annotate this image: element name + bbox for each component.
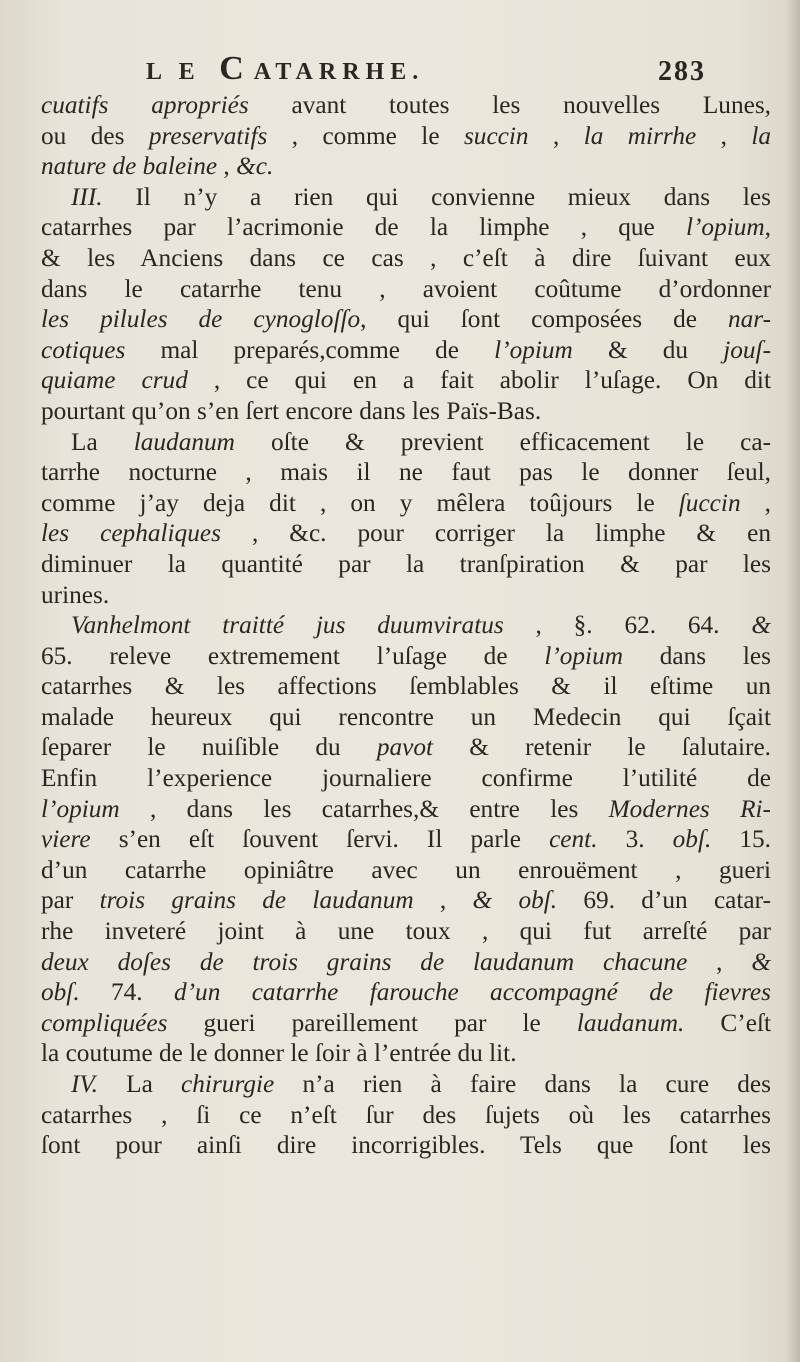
text-line: 65. releve extremement l’uſage de l’opium dans les — [41, 641, 771, 670]
text-line: tarrhe nocturne , mais il ne faut pas le donner ſeul, — [41, 458, 771, 487]
body-text — [41, 90, 771, 1161]
text-line: par trois grains de laudanum , & obſ. 69. d’un catar- — [41, 886, 771, 915]
running-title — [146, 50, 424, 88]
text-line: dans le catarrhe tenu , avoient coûtume d’ordonner — [41, 274, 771, 303]
text-line: ou des preservatifs , comme le succin , la mirrhe , la — [41, 121, 771, 150]
text-line: cuatifs apropriés avant toutes les nouvelles Lunes, — [41, 91, 771, 119]
text-line: deux doſes de trois grains de laudanum chacune , & — [41, 947, 771, 976]
text-line: cotiques mal preparés,comme de l’opium & du jouſ- — [41, 335, 771, 364]
text-line: nature de baleine , &c. — [41, 152, 274, 181]
text-line: ſeparer le nuiſible du pavot & retenir le ſalutaire. — [41, 733, 771, 762]
text-line: III. Il n’y a rien qui convienne mieux dans les — [71, 182, 771, 211]
text-line: malade heureux qui rencontre un Medecin qui ſçait — [41, 702, 771, 731]
text-line: ſont pour ainſi dire incorrigibles. Tels que ſont les — [41, 1131, 771, 1160]
text-line: rhe inveteré joint à une toux , qui fut arreſté par — [41, 917, 771, 946]
running-title-initial: C — [219, 50, 254, 87]
text-line: compliquées gueri pareillement par le laudanum. C’eſt — [41, 1008, 771, 1037]
page-header — [146, 50, 706, 94]
text-line: IV. La chirurgie n’a rien à faire dans la cure des — [71, 1070, 771, 1098]
text-line: Vanhelmont traitté jus duumviratus , §. 62. 64. & — [71, 611, 771, 640]
text-line: la coutume de le donner le ſoir à l’entrée du lit. — [41, 1039, 517, 1068]
text-line: obſ. 74. d’un catarrhe farouche accompagné de fievres — [41, 978, 771, 1007]
text-line: diminuer la quantité par la tranſpiration & par les — [41, 549, 771, 578]
text-line: urines. — [41, 580, 110, 609]
text-line: catarrhes , ſi ce n’eſt ſur des ſujets où les catarrhes — [41, 1100, 771, 1129]
running-title-rest: ATARRHE. — [253, 59, 425, 85]
text-line: La laudanum oſte & previent efficacement le ca- — [71, 427, 771, 456]
running-title-article: L E — [146, 59, 201, 85]
text-line: catarrhes & les affections ſemblables & il eſtime un — [41, 672, 771, 701]
text-line: quiame crud , ce qui en a fait abolir l’uſage. On dit — [41, 366, 771, 395]
text-line: catarrhes par l’acrimonie de la limphe , que l’opium, — [41, 213, 771, 242]
text-line: d’un catarrhe opiniâtre avec un enrouëment , gueri — [41, 855, 771, 884]
text-line: viere s’en eſt ſouvent ſervi. Il parle cent. 3. obſ. 15. — [41, 825, 771, 854]
page-number: 283 — [658, 56, 706, 87]
page-edge-shadow — [786, 0, 800, 1362]
text-line: & les Anciens dans ce cas , c’eſt à dire ſuivant eux — [41, 243, 771, 272]
text-line: les pilules de cynogloſſo, qui ſont composées de nar- — [41, 305, 771, 334]
text-line: les cephaliques , &c. pour corriger la limphe & en — [41, 519, 771, 548]
text-line: l’opium , dans les catarrhes,& entre les Modernes Ri- — [41, 794, 771, 823]
text-line: comme j’ay deja dit , on y mêlera toûjours le ſuccin , — [41, 488, 771, 517]
text-line: Enfin l’experience journaliere confirme l’utilité de — [41, 764, 771, 793]
text-line: pourtant qu’on s’en ſert encore dans les Païs-Bas. — [41, 396, 542, 425]
